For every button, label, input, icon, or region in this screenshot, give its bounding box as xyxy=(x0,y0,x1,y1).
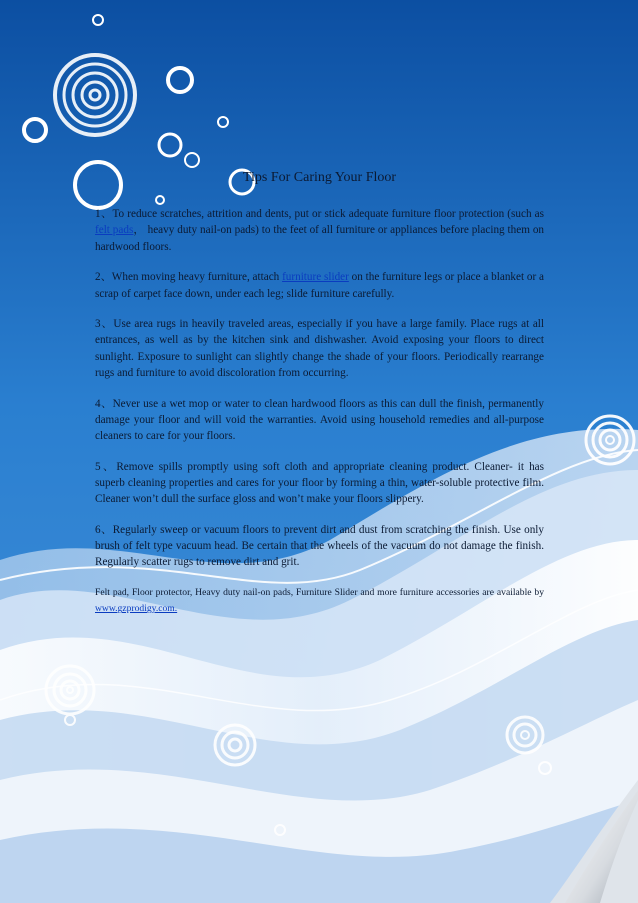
tip-1-text-b: ， heavy duty nail-on pads) to the feet of all furniture or appliances before placing them on hardwood floors. xyxy=(95,224,545,253)
tip-5: 5、Remove spills promptly using soft cloth and appropriate cleaning product. Cleaner- it has superb cleaning properties and cares for your floor by forming a thin, water-soluble protective film. Cleaner won’t dull the surface gloss and won’t make your floors slippery. xyxy=(95,460,544,506)
tip-1-text-a: 1、To reduce scratches, attrition and dents, put or stick adequate furniture floor protection (such as xyxy=(95,208,544,221)
tip-6: 6、Regularly sweep or vacuum floors to prevent dirt and dust from scratching the finish. Use only brush of felt type vacuum head. Be certain that the wheels of the vacuum do not damage the finish. Regularly scatter rugs to remove dirt and grit. xyxy=(95,523,544,569)
tip-1 xyxy=(95,206,544,255)
website-link[interactable]: www.gzprodigy.com. xyxy=(95,603,178,615)
document-title: Tips For Caring Your Floor xyxy=(242,170,397,185)
furniture-slider-link[interactable]: furniture slider xyxy=(282,271,349,284)
tip-2-text-a: 2、When moving heavy furniture, attach xyxy=(95,271,283,284)
tip-2 xyxy=(95,269,544,301)
tip-3: 3、Use area rugs in heavily traveled areas, especially if you have a large family. Place rugs at all entrances, as well as by the kitchen sink and dishwasher. Avoid exposing your floors to direct sunlight. Exposure to sunlight can slightly change the shade of your floors. Periodically rearrange rugs and furniture to avoid discoloration from occurring. xyxy=(95,318,544,379)
tip-4: 4、Never use a wet mop or water to clean hardwood floors as this can dull the finish, permanently damage your floor and will void the warranties. Avoid using household remedies and all-purpose cleaners to care for your floors. xyxy=(95,397,544,442)
footer-text: Felt pad, Floor protector, Heavy duty nail-on pads, Furniture Slider and more furniture accessories are available by xyxy=(95,586,544,598)
felt-pads-link[interactable]: felt pads xyxy=(95,224,134,237)
footer-note xyxy=(95,585,544,618)
tip-2-text-b: on the furniture legs or place a blanket or a scrap of carpet face down, under each leg; slide furniture carefully. xyxy=(95,271,544,300)
document-body xyxy=(95,170,544,627)
